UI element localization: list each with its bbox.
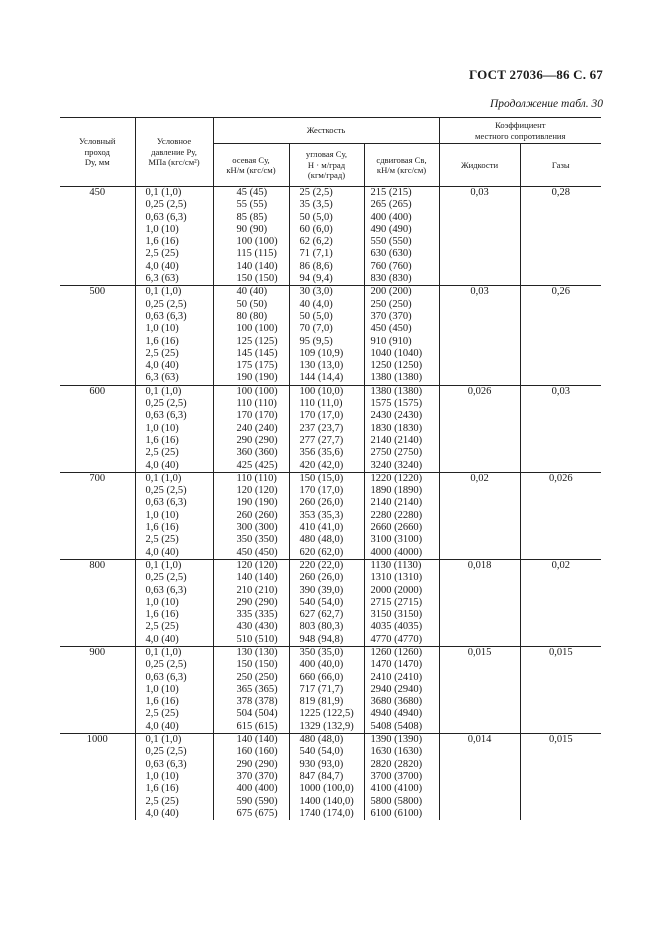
cell-shear-stiffness-value: 2820 (2820)	[370, 758, 423, 770]
cell-axial-stiffness-value: 430 (430)	[236, 621, 278, 633]
cell-shear-stiffness-value: 1380 (1380)	[370, 385, 423, 397]
cell-shear-stiffness-value: 1040 (1040)	[370, 347, 423, 359]
cell-shear-stiffness-value: 265 (265)	[370, 199, 412, 211]
cell-angular-stiffness-value: 930 (93,0)	[299, 758, 344, 770]
cell-angular-stiffness-value: 819 (81,9)	[299, 696, 344, 708]
cell-axial-stiffness-value: 360 (360)	[236, 447, 278, 459]
cell-pressure-value: 4,0 (40)	[145, 459, 179, 471]
cell-nominal-bore: 500	[60, 286, 135, 385]
cell-shear-stiffness-value: 2660 (2660)	[370, 522, 423, 534]
cell-axial-stiffness-value: 115 (115)	[236, 248, 277, 260]
page-header: ГОСТ 27036—86 С. 67	[469, 67, 603, 82]
cell-axial-stiffness-value: 150 (150)	[236, 273, 278, 285]
cell-axial-stiffness-value: 40 (40)	[236, 286, 268, 298]
cell-pressure-value: 4,0 (40)	[145, 807, 179, 819]
cell-shear-stiffness-value: 4770 (4770)	[370, 633, 423, 645]
cell-pressure	[135, 734, 213, 821]
cell-pressure-value: 6,3 (63)	[145, 273, 179, 285]
cell-angular-stiffness-value: 660 (66,0)	[299, 671, 344, 683]
cell-shear-stiffness	[364, 187, 439, 286]
cell-angular-stiffness	[289, 559, 364, 646]
cell-axial-stiffness-value: 190 (190)	[236, 497, 278, 509]
cell-axial-stiffness-value: 110 (110)	[236, 398, 277, 410]
cell-angular-stiffness-value: 1740 (174,0)	[299, 807, 354, 819]
table-row	[60, 385, 601, 472]
cell-angular-stiffness-value: 95 (9,5)	[299, 335, 333, 347]
cell-shear-stiffness	[364, 734, 439, 821]
cell-pressure-value: 1,6 (16)	[145, 783, 179, 795]
cell-angular-stiffness-value: 170 (17,0)	[299, 410, 344, 422]
cell-coef-liquids: 0,026	[439, 385, 520, 472]
cell-angular-stiffness-value: 1225 (122,5)	[299, 708, 354, 720]
cell-shear-stiffness-value: 2715 (2715)	[370, 596, 423, 608]
cell-axial-stiffness-value: 675 (675)	[236, 807, 278, 819]
cell-shear-stiffness-value: 2410 (2410)	[370, 671, 423, 683]
cell-shear-stiffness-value: 3240 (3240)	[370, 459, 423, 471]
cell-pressure-value: 0,25 (2,5)	[145, 746, 187, 758]
cell-angular-stiffness-value: 847 (84,7)	[299, 770, 344, 782]
cell-shear-stiffness-value: 400 (400)	[370, 211, 412, 223]
header-angular-stiffness: угловая Cу, Н · м/град (кгм/град)	[289, 144, 364, 187]
cell-angular-stiffness-value: 620 (62,0)	[299, 546, 344, 558]
cell-angular-stiffness-value: 717 (71,7)	[299, 683, 344, 695]
cell-angular-stiffness	[289, 646, 364, 733]
cell-angular-stiffness	[289, 385, 364, 472]
cell-shear-stiffness-value: 1470 (1470)	[370, 659, 423, 671]
cell-pressure-value: 1,0 (10)	[145, 596, 179, 608]
cell-pressure-value: 6,3 (63)	[145, 372, 179, 384]
cell-shear-stiffness-value: 490 (490)	[370, 223, 412, 235]
cell-angular-stiffness-value: 480 (48,0)	[299, 534, 344, 546]
cell-shear-stiffness-value: 250 (250)	[370, 298, 412, 310]
cell-angular-stiffness-value: 170 (17,0)	[299, 485, 344, 497]
cell-axial-stiffness	[213, 286, 289, 385]
cell-pressure-value: 0,63 (6,3)	[145, 211, 187, 223]
cell-angular-stiffness-value: 40 (4,0)	[299, 298, 333, 310]
cell-coef-gases: 0,015	[520, 646, 601, 733]
cell-axial-stiffness-value: 140 (140)	[236, 572, 278, 584]
cell-shear-stiffness-value: 2140 (2140)	[370, 497, 423, 509]
cell-pressure-value: 4,0 (40)	[145, 720, 179, 732]
cell-pressure-value: 2,5 (25)	[145, 534, 179, 546]
cell-axial-stiffness-value: 290 (290)	[236, 596, 278, 608]
cell-axial-stiffness-value: 400 (400)	[236, 783, 278, 795]
cell-axial-stiffness-value: 55 (55)	[236, 199, 268, 211]
cell-angular-stiffness-value: 50 (5,0)	[299, 211, 333, 223]
cell-pressure-value: 0,63 (6,3)	[145, 410, 187, 422]
cell-shear-stiffness-value: 910 (910)	[370, 335, 412, 347]
cell-shear-stiffness-value: 630 (630)	[370, 248, 412, 260]
cell-angular-stiffness-value: 353 (35,3)	[299, 509, 344, 521]
cell-angular-stiffness-value: 100 (10,0)	[299, 385, 344, 397]
cell-angular-stiffness-value: 50 (5,0)	[299, 310, 333, 322]
cell-axial-stiffness-value: 125 (125)	[236, 335, 278, 347]
cell-axial-stiffness-value: 210 (210)	[236, 584, 278, 596]
cell-angular-stiffness-value: 86 (8,6)	[299, 260, 333, 272]
cell-axial-stiffness-value: 240 (240)	[236, 422, 278, 434]
cell-angular-stiffness-value: 948 (94,8)	[299, 633, 344, 645]
cell-shear-stiffness-value: 2940 (2940)	[370, 683, 423, 695]
table-row	[60, 286, 601, 385]
cell-shear-stiffness-value: 5408 (5408)	[370, 720, 423, 732]
cell-shear-stiffness-value: 830 (830)	[370, 273, 412, 285]
cell-angular-stiffness-value: 110 (11,0)	[299, 398, 343, 410]
cell-shear-stiffness-value: 760 (760)	[370, 260, 412, 272]
cell-shear-stiffness-value: 1310 (1310)	[370, 572, 423, 584]
cell-angular-stiffness-value: 60 (6,0)	[299, 223, 333, 235]
cell-axial-stiffness-value: 300 (300)	[236, 522, 278, 534]
cell-axial-stiffness-value: 140 (140)	[236, 260, 278, 272]
cell-pressure	[135, 472, 213, 559]
cell-axial-stiffness-value: 100 (100)	[236, 236, 278, 248]
cell-pressure-value: 1,0 (10)	[145, 323, 179, 335]
cell-pressure-value: 1,6 (16)	[145, 434, 179, 446]
cell-angular-stiffness-value: 237 (23,7)	[299, 422, 344, 434]
cell-shear-stiffness-value: 3150 (3150)	[370, 609, 423, 621]
cell-shear-stiffness-value: 1260 (1260)	[370, 646, 423, 658]
cell-shear-stiffness	[364, 559, 439, 646]
cell-shear-stiffness	[364, 286, 439, 385]
cell-pressure-value: 1,6 (16)	[145, 236, 179, 248]
cell-shear-stiffness-value: 1830 (1830)	[370, 422, 423, 434]
cell-angular-stiffness	[289, 734, 364, 821]
cell-axial-stiffness-value: 335 (335)	[236, 609, 278, 621]
cell-angular-stiffness-value: 260 (26,0)	[299, 572, 344, 584]
cell-pressure-value: 0,63 (6,3)	[145, 758, 187, 770]
cell-shear-stiffness-value: 1890 (1890)	[370, 485, 423, 497]
cell-coef-gases: 0,026	[520, 472, 601, 559]
cell-angular-stiffness-value: 1329 (132,9)	[299, 720, 354, 732]
cell-coef-liquids: 0,02	[439, 472, 520, 559]
cell-axial-stiffness-value: 450 (450)	[236, 546, 278, 558]
cell-axial-stiffness-value: 510 (510)	[236, 633, 278, 645]
cell-pressure-value: 0,25 (2,5)	[145, 485, 187, 497]
header-resistance-coefficient: Коэффициент местного сопротивления	[439, 118, 601, 144]
cell-axial-stiffness-value: 350 (350)	[236, 534, 278, 546]
cell-pressure-value: 0,25 (2,5)	[145, 572, 187, 584]
cell-angular-stiffness-value: 94 (9,4)	[299, 273, 333, 285]
cell-shear-stiffness-value: 450 (450)	[370, 323, 412, 335]
cell-pressure-value: 4,0 (40)	[145, 260, 179, 272]
cell-shear-stiffness-value: 1250 (1250)	[370, 360, 423, 372]
cell-angular-stiffness-value: 109 (10,9)	[299, 347, 344, 359]
cell-shear-stiffness-value: 2750 (2750)	[370, 447, 423, 459]
cell-angular-stiffness	[289, 472, 364, 559]
cell-axial-stiffness	[213, 734, 289, 821]
cell-pressure-value: 1,0 (10)	[145, 223, 179, 235]
header-nominal-pressure: Условное давление Pу, МПа (кгс/см²)	[135, 118, 213, 187]
cell-pressure-value: 1,0 (10)	[145, 683, 179, 695]
cell-angular-stiffness-value: 627 (62,7)	[299, 609, 344, 621]
cell-shear-stiffness-value: 2000 (2000)	[370, 584, 423, 596]
cell-axial-stiffness-value: 290 (290)	[236, 758, 278, 770]
cell-pressure-value: 2,5 (25)	[145, 248, 179, 260]
cell-pressure-value: 2,5 (25)	[145, 347, 179, 359]
cell-pressure-value: 0,63 (6,3)	[145, 584, 187, 596]
cell-shear-stiffness-value: 3100 (3100)	[370, 534, 423, 546]
header-axial-stiffness: осевая Cу, кН/м (кгс/см)	[213, 144, 289, 187]
cell-pressure-value: 1,6 (16)	[145, 522, 179, 534]
cell-pressure-value: 0,1 (1,0)	[145, 734, 182, 746]
cell-pressure-value: 4,0 (40)	[145, 633, 179, 645]
cell-nominal-bore: 600	[60, 385, 135, 472]
cell-axial-stiffness	[213, 385, 289, 472]
cell-pressure-value: 2,5 (25)	[145, 447, 179, 459]
cell-axial-stiffness-value: 90 (90)	[236, 223, 268, 235]
cell-axial-stiffness-value: 260 (260)	[236, 509, 278, 521]
cell-pressure-value: 2,5 (25)	[145, 621, 179, 633]
cell-axial-stiffness-value: 120 (120)	[236, 559, 278, 571]
header-shear-stiffness: сдвиговая Cв, кН/м (кгс/см)	[364, 144, 439, 187]
table-row	[60, 734, 601, 821]
cell-shear-stiffness-value: 3680 (3680)	[370, 696, 423, 708]
header-stiffness: Жесткость	[213, 118, 439, 144]
cell-pressure-value: 1,6 (16)	[145, 609, 179, 621]
cell-shear-stiffness	[364, 385, 439, 472]
cell-pressure	[135, 559, 213, 646]
cell-shear-stiffness-value: 4000 (4000)	[370, 546, 423, 558]
cell-angular-stiffness-value: 1000 (100,0)	[299, 783, 354, 795]
cell-angular-stiffness-value: 62 (6,2)	[299, 236, 333, 248]
cell-coef-liquids: 0,014	[439, 734, 520, 821]
cell-axial-stiffness-value: 370 (370)	[236, 770, 278, 782]
cell-shear-stiffness-value: 1220 (1220)	[370, 472, 423, 484]
cell-axial-stiffness-value: 590 (590)	[236, 795, 278, 807]
cell-axial-stiffness-value: 290 (290)	[236, 434, 278, 446]
cell-axial-stiffness-value: 378 (378)	[236, 696, 278, 708]
cell-shear-stiffness-value: 4940 (4940)	[370, 708, 423, 720]
cell-coef-gases: 0,02	[520, 559, 601, 646]
cell-coef-gases: 0,03	[520, 385, 601, 472]
table-body	[60, 187, 601, 821]
cell-pressure-value: 0,25 (2,5)	[145, 298, 187, 310]
cell-angular-stiffness-value: 71 (7,1)	[299, 248, 333, 260]
cell-axial-stiffness	[213, 187, 289, 286]
cell-pressure-value: 2,5 (25)	[145, 795, 179, 807]
cell-shear-stiffness-value: 5800 (5800)	[370, 795, 423, 807]
cell-angular-stiffness-value: 350 (35,0)	[299, 646, 344, 658]
cell-nominal-bore: 800	[60, 559, 135, 646]
cell-nominal-bore: 450	[60, 187, 135, 286]
cell-shear-stiffness-value: 4100 (4100)	[370, 783, 423, 795]
cell-pressure-value: 0,1 (1,0)	[145, 559, 182, 571]
cell-pressure-value: 1,0 (10)	[145, 509, 179, 521]
cell-axial-stiffness-value: 80 (80)	[236, 310, 268, 322]
cell-axial-stiffness-value: 110 (110)	[236, 472, 277, 484]
cell-shear-stiffness-value: 370 (370)	[370, 310, 412, 322]
cell-pressure	[135, 187, 213, 286]
cell-angular-stiffness-value: 420 (42,0)	[299, 459, 344, 471]
cell-angular-stiffness-value: 410 (41,0)	[299, 522, 344, 534]
cell-nominal-bore: 900	[60, 646, 135, 733]
cell-axial-stiffness-value: 160 (160)	[236, 746, 278, 758]
cell-axial-stiffness-value: 85 (85)	[236, 211, 268, 223]
cell-pressure	[135, 646, 213, 733]
cell-pressure-value: 1,0 (10)	[145, 770, 179, 782]
cell-shear-stiffness-value: 1390 (1390)	[370, 734, 423, 746]
cell-angular-stiffness-value: 70 (7,0)	[299, 323, 333, 335]
cell-axial-stiffness-value: 130 (130)	[236, 646, 278, 658]
cell-angular-stiffness-value: 277 (27,7)	[299, 434, 344, 446]
cell-axial-stiffness-value: 140 (140)	[236, 734, 278, 746]
cell-shear-stiffness-value: 1575 (1575)	[370, 398, 423, 410]
cell-shear-stiffness	[364, 646, 439, 733]
cell-shear-stiffness-value: 200 (200)	[370, 286, 412, 298]
cell-shear-stiffness	[364, 472, 439, 559]
cell-nominal-bore: 1000	[60, 734, 135, 821]
cell-coef-liquids: 0,018	[439, 559, 520, 646]
cell-angular-stiffness-value: 220 (22,0)	[299, 559, 344, 571]
cell-shear-stiffness-value: 1630 (1630)	[370, 746, 423, 758]
cell-coef-gases: 0,26	[520, 286, 601, 385]
cell-coef-gases: 0,015	[520, 734, 601, 821]
cell-shear-stiffness-value: 1380 (1380)	[370, 372, 423, 384]
cell-pressure-value: 0,25 (2,5)	[145, 659, 187, 671]
cell-shear-stiffness-value: 215 (215)	[370, 187, 412, 198]
table-row	[60, 472, 601, 559]
cell-angular-stiffness-value: 540 (54,0)	[299, 596, 344, 608]
cell-pressure	[135, 385, 213, 472]
cell-axial-stiffness-value: 45 (45)	[236, 187, 268, 198]
cell-pressure	[135, 286, 213, 385]
cell-axial-stiffness-value: 50 (50)	[236, 298, 268, 310]
cell-pressure-value: 0,63 (6,3)	[145, 497, 187, 509]
cell-coef-gases: 0,28	[520, 187, 601, 286]
cell-nominal-bore: 700	[60, 472, 135, 559]
header-liquids: Жидкости	[439, 144, 520, 187]
cell-pressure-value: 4,0 (40)	[145, 360, 179, 372]
cell-angular-stiffness	[289, 187, 364, 286]
cell-pressure-value: 1,6 (16)	[145, 696, 179, 708]
table-row	[60, 559, 601, 646]
cell-shear-stiffness-value: 4035 (4035)	[370, 621, 423, 633]
cell-angular-stiffness-value: 130 (13,0)	[299, 360, 344, 372]
cell-pressure-value: 4,0 (40)	[145, 546, 179, 558]
header-gases: Газы	[520, 144, 601, 187]
cell-pressure-value: 1,0 (10)	[145, 422, 179, 434]
cell-angular-stiffness-value: 540 (54,0)	[299, 746, 344, 758]
cell-shear-stiffness-value: 2430 (2430)	[370, 410, 423, 422]
cell-pressure-value: 0,1 (1,0)	[145, 286, 182, 298]
cell-axial-stiffness-value: 100 (100)	[236, 385, 278, 397]
cell-pressure-value: 0,25 (2,5)	[145, 199, 187, 211]
cell-pressure-value: 0,1 (1,0)	[145, 385, 182, 397]
cell-axial-stiffness-value: 120 (120)	[236, 485, 278, 497]
cell-axial-stiffness-value: 100 (100)	[236, 323, 278, 335]
cell-axial-stiffness-value: 425 (425)	[236, 459, 278, 471]
cell-axial-stiffness	[213, 646, 289, 733]
cell-angular-stiffness-value: 356 (35,6)	[299, 447, 344, 459]
table-row	[60, 187, 601, 286]
cell-axial-stiffness-value: 250 (250)	[236, 671, 278, 683]
cell-axial-stiffness-value: 365 (365)	[236, 683, 278, 695]
cell-pressure-value: 0,1 (1,0)	[145, 472, 182, 484]
cell-shear-stiffness-value: 1130 (1130)	[370, 559, 422, 571]
cell-angular-stiffness-value: 150 (15,0)	[299, 472, 344, 484]
cell-axial-stiffness-value: 190 (190)	[236, 372, 278, 384]
cell-axial-stiffness-value: 170 (170)	[236, 410, 278, 422]
cell-angular-stiffness	[289, 286, 364, 385]
cell-axial-stiffness-value: 615 (615)	[236, 720, 278, 732]
cell-angular-stiffness-value: 30 (3,0)	[299, 286, 333, 298]
cell-axial-stiffness-value: 145 (145)	[236, 347, 278, 359]
cell-angular-stiffness-value: 35 (3,5)	[299, 199, 333, 211]
cell-coef-liquids: 0,03	[439, 286, 520, 385]
table-continuation-caption: Продолжение табл. 30	[490, 98, 603, 110]
table-row	[60, 646, 601, 733]
cell-shear-stiffness-value: 2140 (2140)	[370, 434, 423, 446]
cell-axial-stiffness-value: 150 (150)	[236, 659, 278, 671]
cell-angular-stiffness-value: 1400 (140,0)	[299, 795, 354, 807]
cell-axial-stiffness-value: 175 (175)	[236, 360, 278, 372]
cell-axial-stiffness	[213, 472, 289, 559]
cell-angular-stiffness-value: 260 (26,0)	[299, 497, 344, 509]
cell-angular-stiffness-value: 803 (80,3)	[299, 621, 344, 633]
header-nominal-bore: Условный проход Dу, мм	[60, 118, 135, 187]
cell-shear-stiffness-value: 3700 (3700)	[370, 770, 423, 782]
cell-pressure-value: 1,6 (16)	[145, 335, 179, 347]
cell-angular-stiffness-value: 390 (39,0)	[299, 584, 344, 596]
cell-angular-stiffness-value: 400 (40,0)	[299, 659, 344, 671]
cell-pressure-value: 0,63 (6,3)	[145, 310, 187, 322]
cell-pressure-value: 0,25 (2,5)	[145, 398, 187, 410]
cell-axial-stiffness	[213, 559, 289, 646]
cell-coef-liquids: 0,03	[439, 187, 520, 286]
cell-pressure-value: 0,63 (6,3)	[145, 671, 187, 683]
cell-axial-stiffness-value: 504 (504)	[236, 708, 278, 720]
cell-coef-liquids: 0,015	[439, 646, 520, 733]
cell-shear-stiffness-value: 550 (550)	[370, 236, 412, 248]
cell-shear-stiffness-value: 6100 (6100)	[370, 807, 423, 819]
cell-angular-stiffness-value: 144 (14,4)	[299, 372, 344, 384]
cell-pressure-value: 0,1 (1,0)	[145, 187, 182, 198]
cell-angular-stiffness-value: 25 (2,5)	[299, 187, 333, 198]
cell-pressure-value: 0,1 (1,0)	[145, 646, 182, 658]
cell-pressure-value: 2,5 (25)	[145, 708, 179, 720]
cell-angular-stiffness-value: 480 (48,0)	[299, 734, 344, 746]
cell-shear-stiffness-value: 2280 (2280)	[370, 509, 423, 521]
stiffness-table	[60, 117, 601, 820]
